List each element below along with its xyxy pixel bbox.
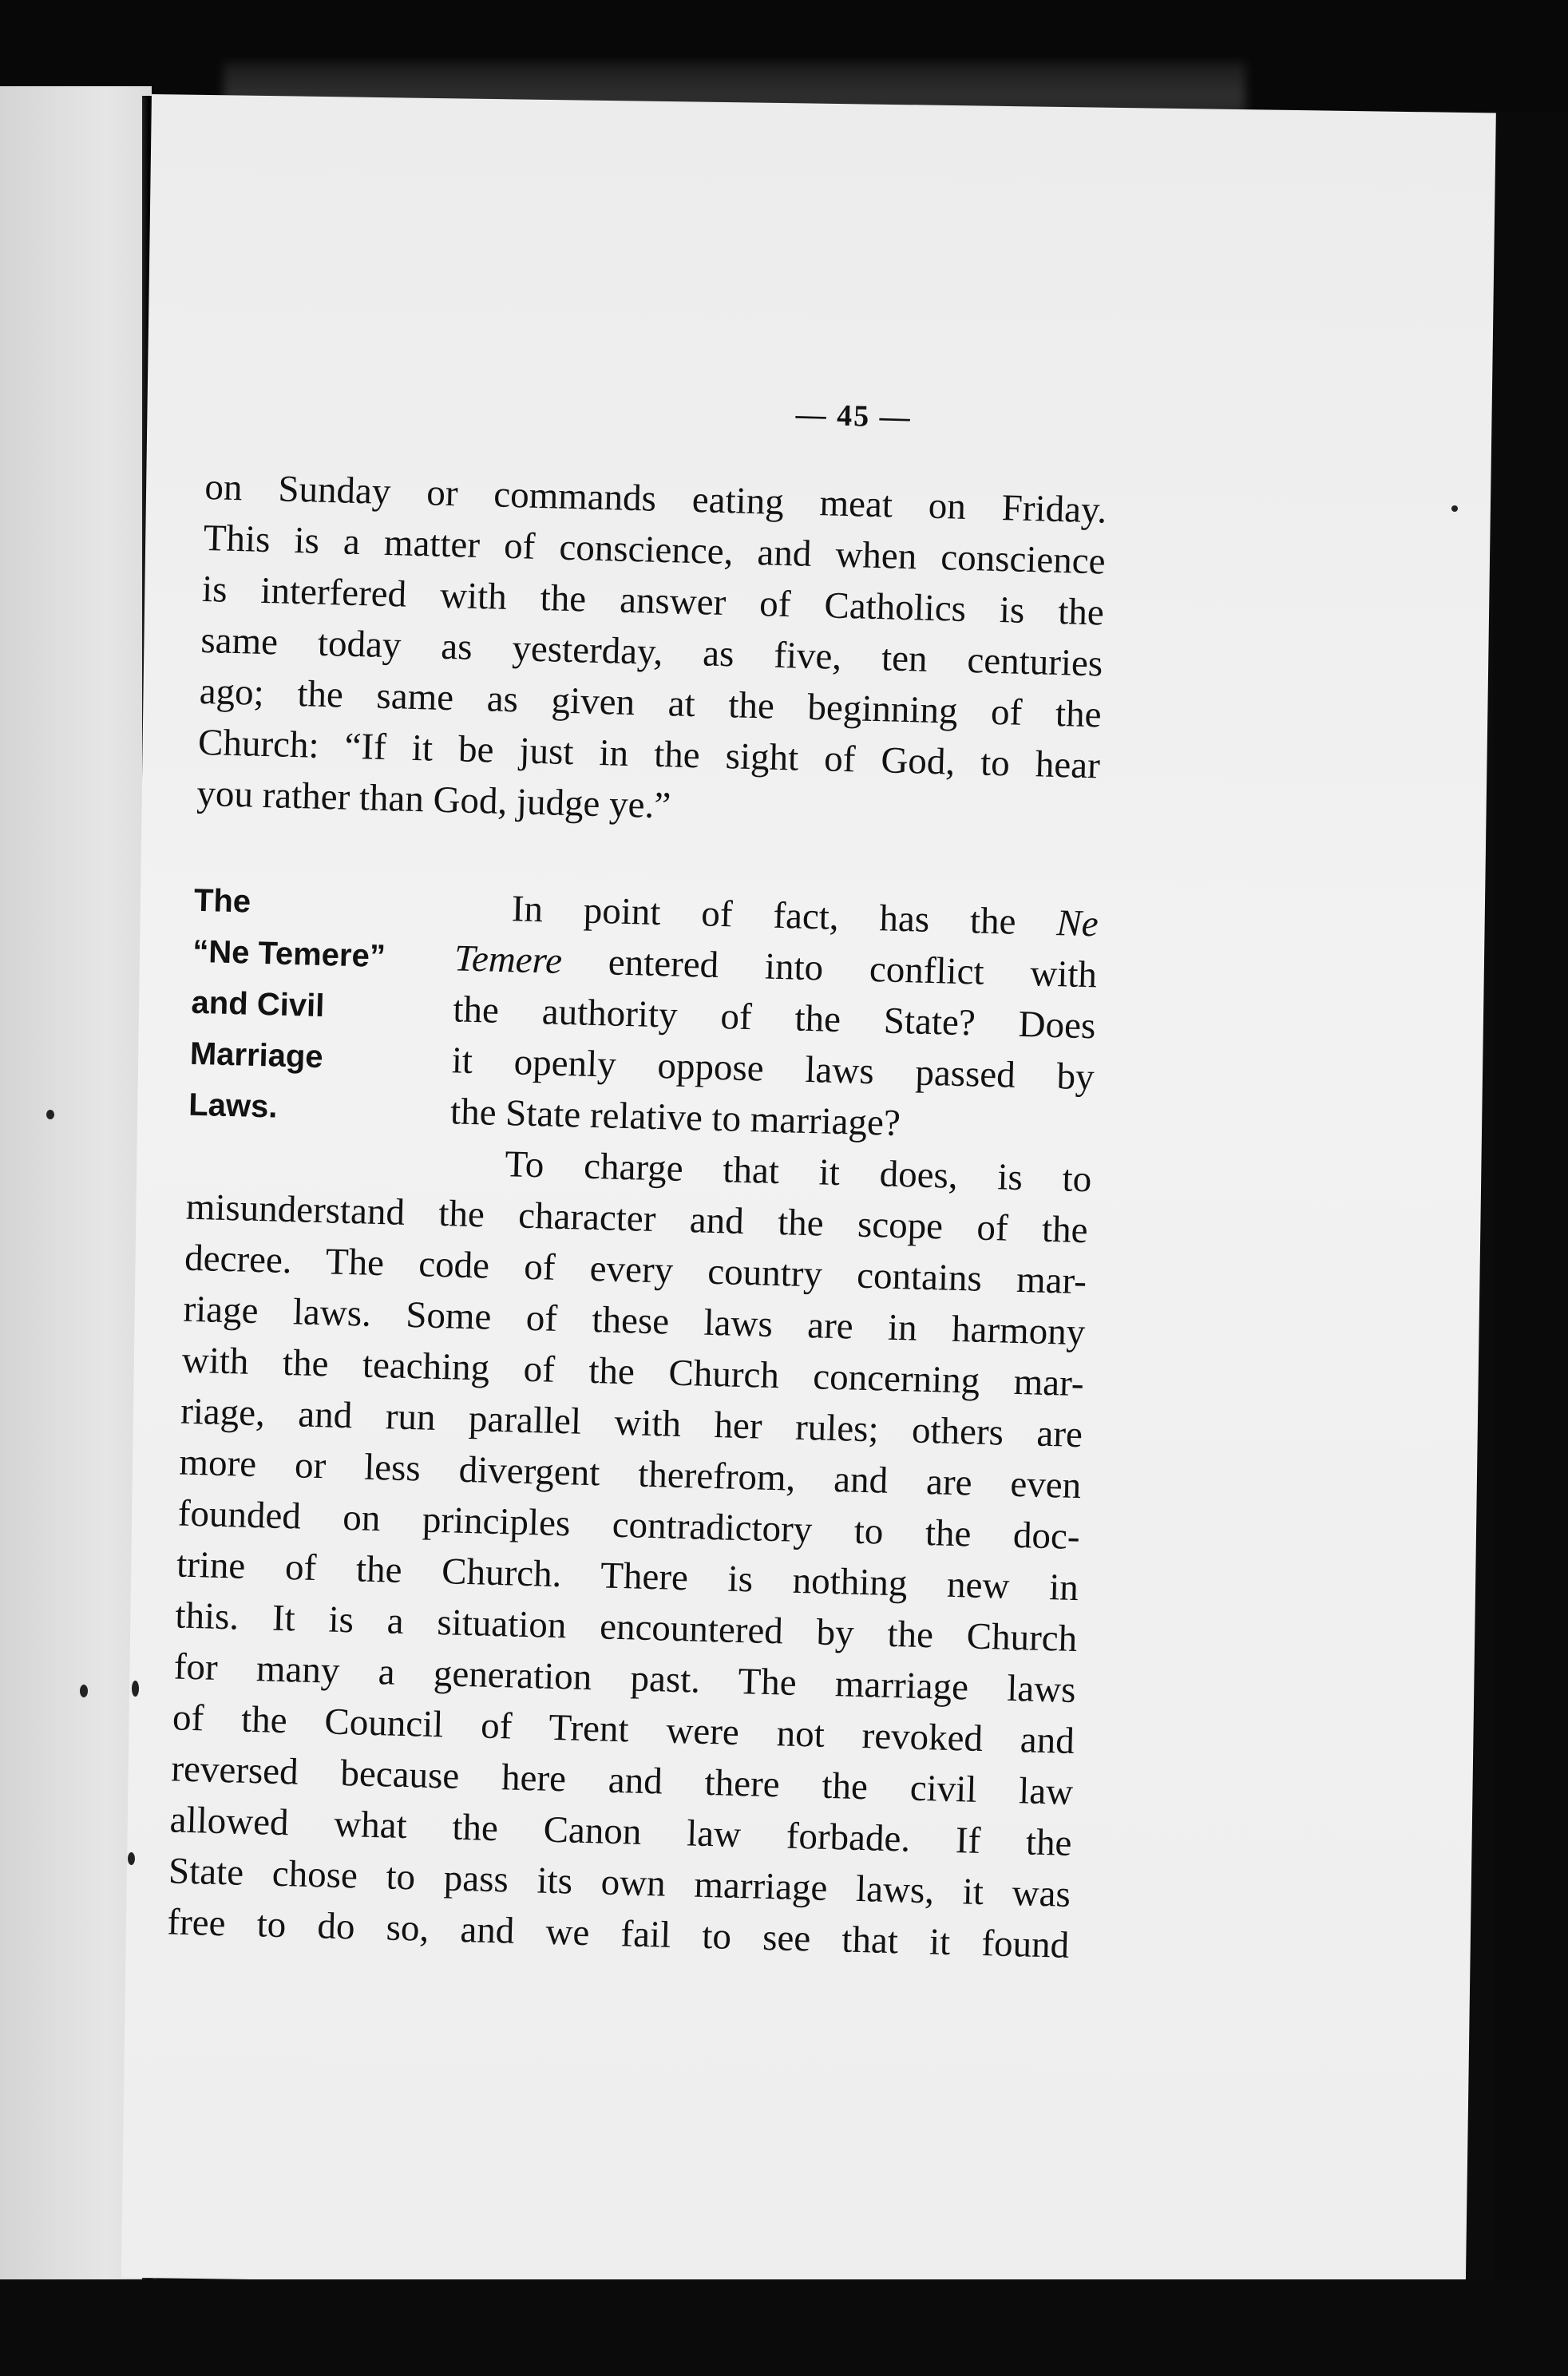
scan-speck <box>46 1110 54 1119</box>
text-line: this. It is a situation encountered by the Church <box>174 1594 1078 1661</box>
text-line: State chose to pass its own marriage laws, it was <box>168 1850 1071 1915</box>
scan-speck <box>132 1681 139 1697</box>
text-line: the authority of the State? Does <box>452 988 1096 1047</box>
scan-right-border <box>1493 112 1568 2376</box>
text-line: you rather than God, judge ye.” <box>196 772 671 827</box>
side-note-line: Laws. <box>188 1087 278 1125</box>
text-line: same today as yesterday, as five, ten centuries <box>200 619 1103 685</box>
text-line: This is a matter of conscience, and when conscience <box>203 517 1107 583</box>
text-line: for many a generation past. The marriage laws <box>173 1645 1077 1712</box>
text-line: trine of the Church. There is nothing new in <box>176 1543 1079 1610</box>
text-segment-italic: Temere <box>453 937 563 982</box>
text-line: more or less divergent therefrom, and are even <box>178 1441 1082 1507</box>
text-line: allowed what the Canon law forbade. If the <box>169 1799 1073 1864</box>
text-line: decree. The code of every country contains mar- <box>184 1237 1087 1303</box>
side-note-line: and Civil <box>191 984 325 1024</box>
text-line: riage, and run parallel with her rules; others are <box>180 1390 1083 1456</box>
text-segment: In point of fact, has the <box>511 888 1017 943</box>
scan-speck <box>80 1685 88 1697</box>
text-line: riage laws. Some of these laws are in harmony <box>182 1288 1086 1354</box>
text-line: on Sunday or commands eating meat on Friday. <box>204 465 1107 532</box>
text-line: ago; the same as given at the beginning of the <box>199 670 1103 736</box>
side-note-line: Marriage <box>189 1036 324 1075</box>
text-line: founded on principles contradictory to the doc- <box>177 1492 1081 1558</box>
text-line: it openly oppose laws passed by <box>451 1040 1095 1099</box>
text-line: with the teaching of the Church concerning mar- <box>181 1339 1085 1405</box>
text-line: misunderstand the character and the scope of the <box>185 1186 1089 1252</box>
scan-speck <box>1451 505 1458 512</box>
text-line: is interfered with the answer of Catholics is the <box>201 568 1105 634</box>
text-segment: entered into conflict with <box>608 941 1098 996</box>
side-note-line: The <box>193 882 251 920</box>
scan-speck <box>128 1852 135 1865</box>
text-line: reversed because here and there the civil law <box>170 1748 1074 1813</box>
text-line: of the Council of Trent were not revoked and <box>172 1697 1075 1762</box>
text-line: Church: “If it be just in the sight of God, to hear <box>197 721 1101 787</box>
text-line: the State relative to marriage? <box>449 1091 901 1145</box>
text-line: free to do so, and we fail to see that it found <box>166 1901 1070 1966</box>
text-line: To charge that it does, is to <box>504 1143 1092 1201</box>
page-number: — 45 — <box>795 398 913 435</box>
scan-bottom-border <box>0 2279 1568 2376</box>
side-note-line: “Ne Temere” <box>192 933 386 975</box>
text-segment-italic: Ne <box>1055 902 1099 945</box>
